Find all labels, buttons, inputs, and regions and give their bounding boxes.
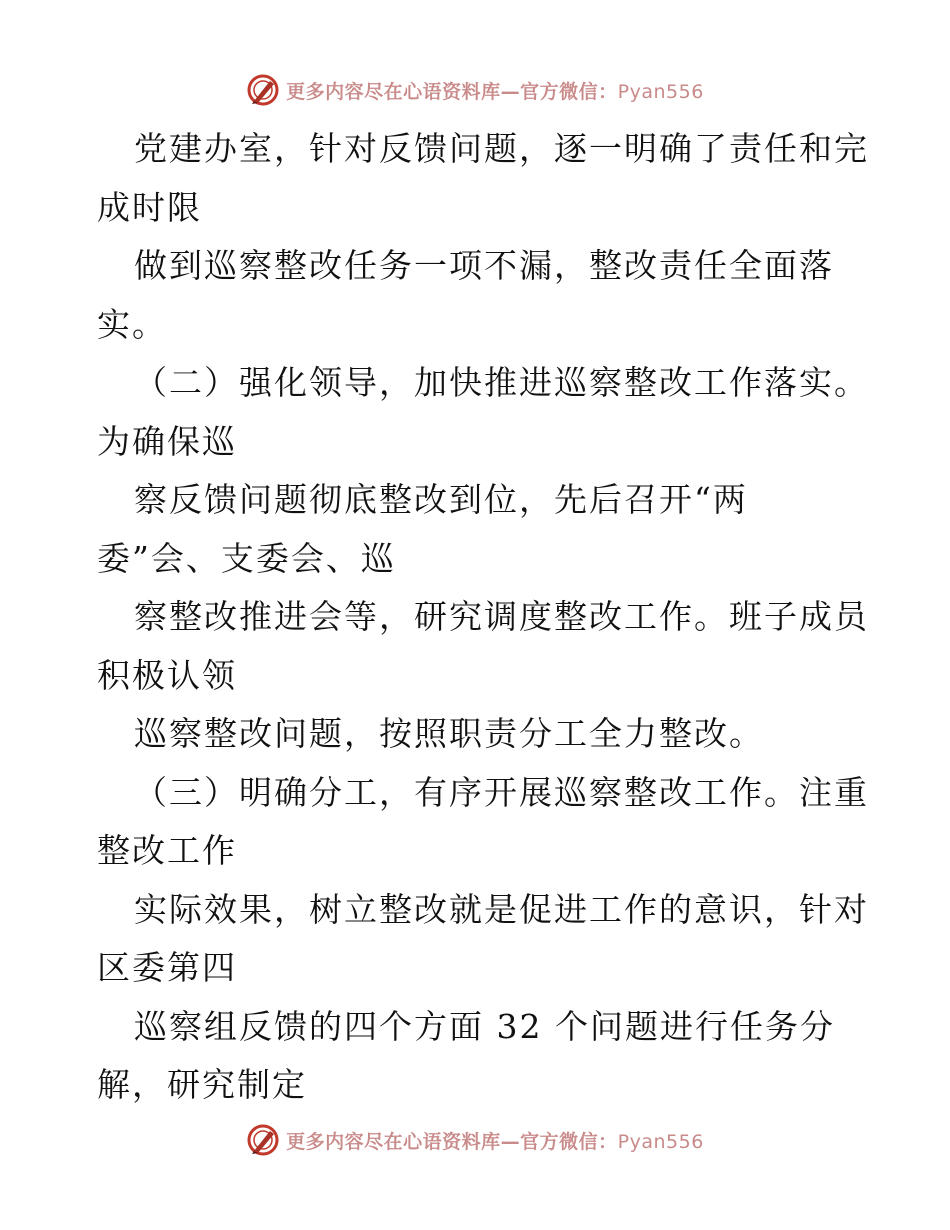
document-body [97, 120, 869, 1115]
watermark-text: 更多内容尽在心语资料库—官方微信：Pyan556 [286, 1130, 704, 1153]
text-line: 整改工作 [97, 831, 237, 870]
footer-watermark [0, 1122, 950, 1158]
header-watermark [0, 72, 950, 108]
text-line: 巡察组反馈的四个方面 32 个问题进行任务分 [134, 1006, 835, 1046]
text-line: 察整改推进会等，研究调度整改工作。班子成员 [134, 597, 869, 636]
text-line: 察反馈问题彻底整改到位，先后召开“两 [134, 480, 748, 519]
text-line: 党建办室，针对反馈问题，逐一明确了责任和完 [134, 129, 869, 168]
text-line: （三）明确分工，有序开展巡察整改工作。注重 [134, 772, 869, 812]
text-line: 为确保巡 [97, 421, 237, 461]
watermark-text: 更多内容尽在心语资料库—官方微信：Pyan556 [286, 80, 704, 103]
red-pen-circle-logo-icon [246, 1123, 280, 1157]
text-line: 巡察整改问题，按照职责分工全力整改。 [134, 714, 764, 753]
text-line: 区委第四 [97, 948, 237, 987]
text-line: 实际效果，树立整改就是促进工作的意识，针对 [134, 889, 869, 929]
text-line: 实。 [97, 304, 167, 344]
red-pen-circle-logo-icon [246, 73, 280, 107]
wechat-id: Pyan556 [617, 80, 704, 103]
text-line: （二）强化领导，加快推进巡察整改工作落实。 [134, 363, 869, 402]
text-line: 做到巡察整改任务一项不漏，整改责任全面落 [134, 246, 834, 285]
text-line: 积极认领 [97, 655, 237, 695]
text-line: 解，研究制定 [97, 1065, 307, 1104]
text-line: 成时限 [97, 187, 202, 227]
text-line: 委”会、支委会、巡 [97, 538, 396, 578]
wechat-id: Pyan556 [617, 1130, 704, 1153]
